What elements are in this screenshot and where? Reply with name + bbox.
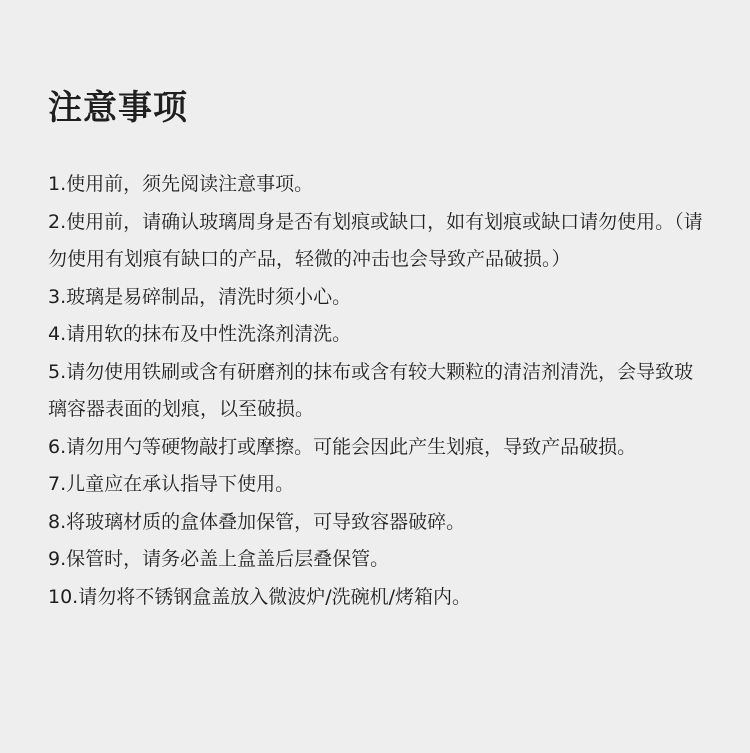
note-item-5: 5.请勿使用铁刷或含有研磨剂的抹布或含有较大颗粒的清洁剂清洗，会导致玻璃容器表面的划痕，以至破损。 — [48, 360, 694, 420]
notes-list — [48, 166, 710, 616]
note-item-8: 8.将玻璃材质的盒体叠加保管，可导致容器破碎。 — [48, 510, 466, 533]
note-item-6: 6.请勿用勺等硬物敲打或摩擦。可能会因此产生划痕，导致产品破损。 — [48, 435, 637, 458]
note-item-7: 7.儿童应在承认指导下使用。 — [48, 473, 295, 495]
note-item-10: 10.请勿将不锈钢盒盖放入微波炉/洗碗机/烤箱内。 — [48, 585, 472, 608]
note-item-9: 9.保管时，请务必盖上盒盖后层叠保管。 — [48, 548, 390, 570]
note-item-4: 4.请用软的抹布及中性洗涤剂清洗。 — [48, 323, 352, 345]
page-title: 注意事项 — [48, 88, 188, 128]
note-item-3: 3.玻璃是易碎制品，清洗时须小心。 — [48, 285, 352, 308]
note-item-2: 2.使用前，请确认玻璃周身是否有划痕或缺口，如有划痕或缺口请勿使用。（请勿使用有划痕有缺口的产品，轻微的冲击也会导致产品破损。） — [48, 210, 703, 270]
note-item-1: 1.使用前，须先阅读注意事项。 — [48, 173, 314, 195]
